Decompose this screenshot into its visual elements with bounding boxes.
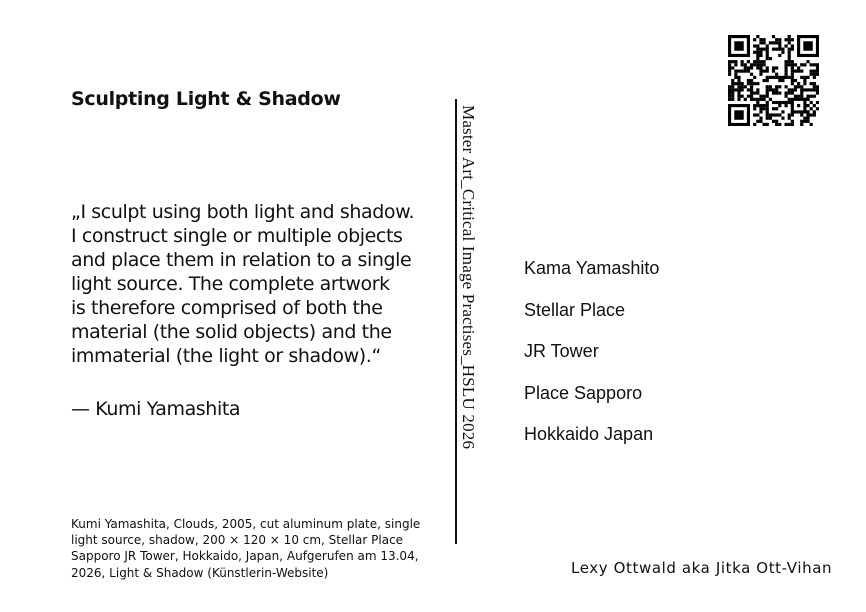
- quote-line: „I sculpt using both light and shadow.: [71, 201, 415, 223]
- artwork-caption: [71, 516, 451, 581]
- course-label-vertical: Master Art_Critical Image Practises_HSLU 2026: [459, 105, 478, 450]
- address-line: Stellar Place: [524, 299, 626, 320]
- caption-line: 2026, Light & Shadow (Künstlerin-Website): [71, 565, 329, 580]
- caption-line: Kumi Yamashita, Clouds, 2005, cut aluminum plate, single: [71, 517, 421, 531]
- caption-line: Sapporo JR Tower, Hokkaido, Japan, Aufgerufen am 13.04,: [71, 549, 419, 564]
- quote-line: I construct single or multiple objects: [71, 225, 403, 247]
- address-line: Kama Yamashito: [524, 258, 660, 278]
- quote-line: is therefore comprised of both the: [71, 297, 383, 319]
- quote-attribution: — Kumi Yamashita: [71, 398, 241, 420]
- quote-line: light source. The complete artwork: [71, 273, 390, 295]
- sender-name: Lexy Ottwald aka Jitka Ott-Vihan: [571, 559, 833, 577]
- artist-quote: [71, 200, 441, 368]
- address-line: Place Sapporo: [524, 382, 643, 403]
- address-line: Hokkaido Japan: [524, 424, 654, 445]
- quote-line: immaterial (the light or shadow).“: [71, 345, 381, 367]
- qr-code-icon[interactable]: [728, 35, 819, 126]
- address-line: JR Tower: [524, 341, 599, 362]
- postcard-title: Sculpting Light & Shadow: [71, 88, 341, 110]
- quote-line: and place them in relation to a single: [71, 249, 412, 271]
- recipient-address: [524, 257, 659, 465]
- quote-line: material (the solid objects) and the: [71, 321, 392, 343]
- postcard-divider: [455, 99, 457, 544]
- caption-line: light source, shadow, 200 × 120 × 10 cm, Stellar Place: [71, 533, 404, 548]
